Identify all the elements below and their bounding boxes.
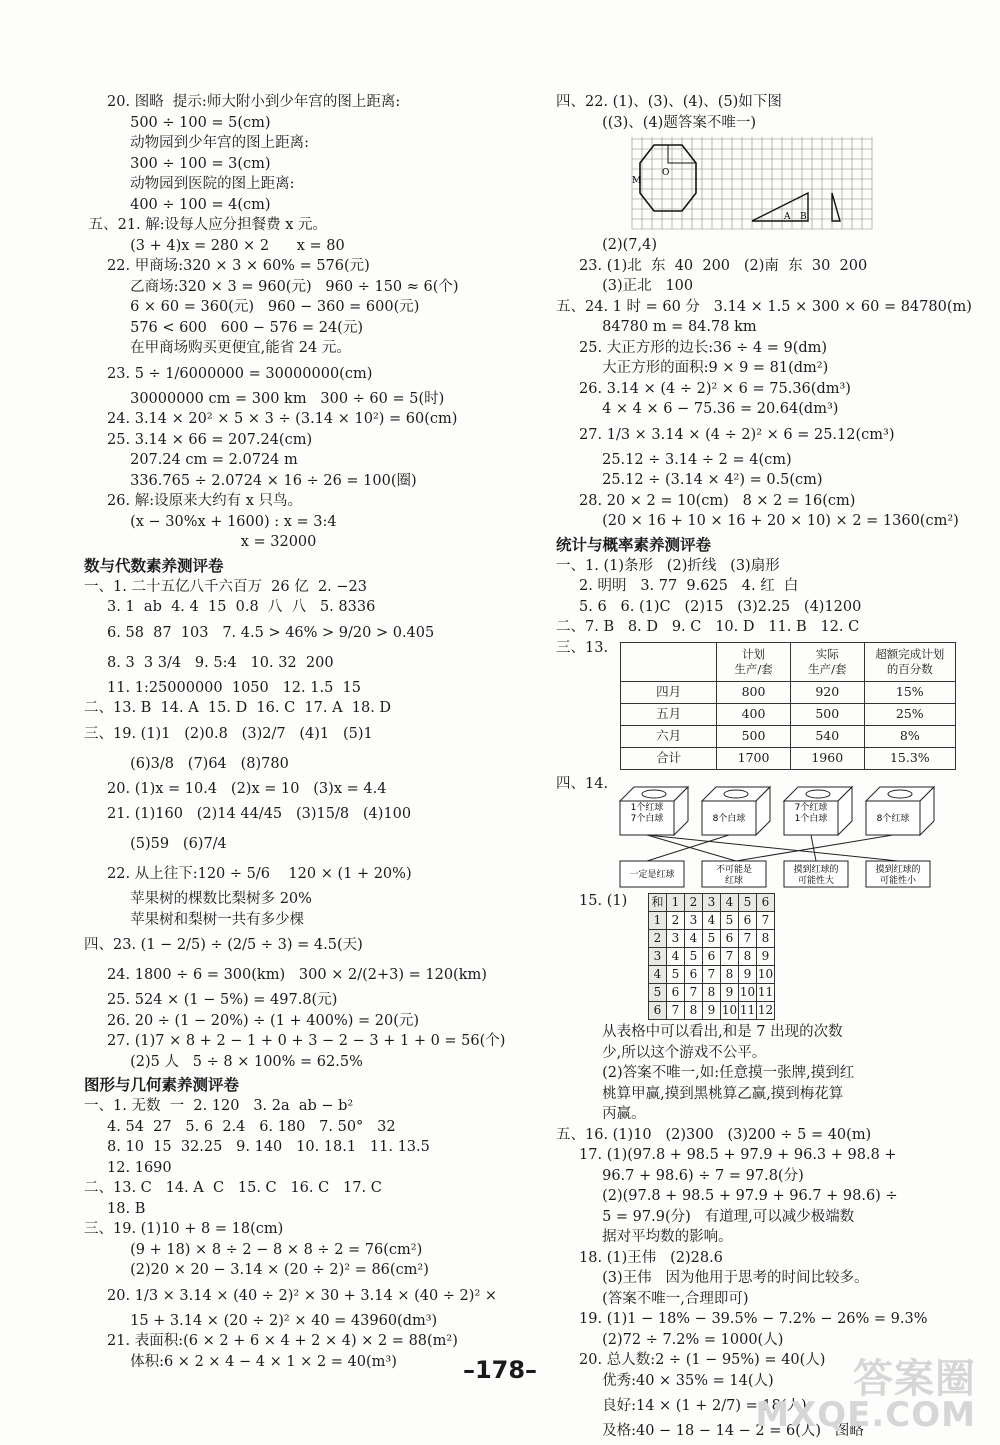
answer-line: 19. (1)1 − 18% − 39.5% − 7.2% − 26% = 9.3% xyxy=(556,1311,928,1327)
answer-line: 300 ÷ 100 = 3(cm) xyxy=(84,155,271,172)
outcome-label: 不可能是红球 xyxy=(715,864,753,886)
answer-line: 5 = 97.9(分) 有道理,可以减少极端数 xyxy=(556,1208,855,1225)
table-cell: 15.3% xyxy=(864,748,955,770)
table-cell: 3 xyxy=(685,912,703,930)
outcome-label: 摸到红球的可能性大 xyxy=(793,864,839,886)
table-cell: 1700 xyxy=(717,748,791,770)
table-header-cell: 3 xyxy=(703,894,721,912)
answer-line: 五、24. 1 时 = 60 分 3.14 × 1.5 × 300 × 60 = 84780(m) xyxy=(556,298,972,315)
table-header-cell: 实际 生产/套 xyxy=(790,643,864,682)
small-triangle-shape xyxy=(832,193,840,221)
grid-label-o: O xyxy=(662,168,670,178)
answer-line: 11. 1:25000000 1050 12. 1.5 15 xyxy=(84,679,361,696)
table-cell: 9 xyxy=(757,948,775,966)
table-cell: 1 xyxy=(649,912,667,930)
table-header-cell: 5 xyxy=(739,894,757,912)
left-block-b xyxy=(84,577,534,1073)
table-row xyxy=(649,912,775,930)
watermark-logo-text: 答案圈 xyxy=(853,1356,976,1402)
answer-line: (答案不唯一,合理即可) xyxy=(556,1290,749,1307)
table-cell: 5 xyxy=(721,912,739,930)
table-cell: 6 xyxy=(667,984,685,1002)
left-block-a xyxy=(84,92,534,553)
answer-line: (2)72 ÷ 7.2% = 1000(人) xyxy=(556,1331,784,1348)
answer-line: 6. 58 87 103 7. 4.5 > 46% > 9/20 > 0.405 xyxy=(84,624,435,641)
answer-line: 及格:40 − 18 − 14 − 2 = 6(人) 图略 xyxy=(556,1423,864,1439)
table-cell: 1960 xyxy=(790,748,864,770)
grid-label-a: A xyxy=(784,212,791,222)
table-cell: 3 xyxy=(649,948,667,966)
table-cell: 8 xyxy=(739,948,757,966)
watermark xyxy=(755,1356,976,1435)
table-header-cell: 4 xyxy=(721,894,739,912)
table-cell: 9 xyxy=(739,966,757,984)
table-row xyxy=(649,930,775,948)
table-cell: 7 xyxy=(667,1002,685,1020)
answer-line: 桃算甲赢,摸到黑桃算乙赢,摸到梅花算 xyxy=(556,1085,844,1102)
answer-line: 5. 6 6. (1)C (2)15 (3)2.25 (4)1200 xyxy=(556,598,862,615)
table-cell: 五月 xyxy=(621,704,717,726)
table-header-cell: 6 xyxy=(757,894,775,912)
table-cell: 8 xyxy=(721,966,739,984)
answer-line: 8. 3 3 3/4 9. 5:4 10. 32 200 xyxy=(84,654,334,671)
answer-line: 400 ÷ 100 = 4(cm) xyxy=(84,196,271,213)
answer-line: 三、13. xyxy=(556,639,609,656)
table-cell: 500 xyxy=(717,726,791,748)
answer-line: 二、7. B 8. D 9. C 10. D 11. B 12. C xyxy=(556,619,860,635)
table-cell: 9 xyxy=(703,1002,721,1020)
table-cell: 12 xyxy=(757,1002,775,1020)
answer-line: 苹果树的棵数比梨树多 20% xyxy=(84,891,312,907)
table-cell: 六月 xyxy=(621,726,717,748)
answer-line: (2)(7,4) xyxy=(556,237,658,253)
answer-line: 二、13. B 14. A 15. D 16. C 17. A 18. D xyxy=(84,700,392,716)
answer-line: 三、19. (1)10 + 8 = 18(cm) xyxy=(84,1221,284,1237)
answer-line: 20. 图略 提示:师大附小到少年宫的图上距离: xyxy=(84,94,401,110)
answer-line: (20 × 16 + 10 × 16 + 20 × 10) × 2 = 1360(cm²) xyxy=(556,513,959,529)
answer-line: 2. 明明 3. 77 9.625 4. 红 白 xyxy=(556,578,799,594)
answer-line: (3)王伟 因为他用于思考的时间比较多。 xyxy=(556,1270,869,1286)
answer-line: 4. 54 27 5. 6 2.4 6. 180 7. 50° 32 xyxy=(84,1118,396,1135)
answer-line: 25. 3.14 × 66 = 207.24(cm) xyxy=(84,431,313,448)
table-cell: 7 xyxy=(757,912,775,930)
table-cell: 400 xyxy=(717,704,791,726)
table-header-row xyxy=(621,643,956,682)
table-header-cell xyxy=(621,643,717,682)
answer-line: 四、23. (1 − 2/5) ÷ (2/5 ÷ 3) = 4.5(天) xyxy=(84,937,363,953)
answer-line: 二、13. C 14. A C 15. C 16. C 17. C xyxy=(84,1180,382,1196)
coordinate-grid-figure xyxy=(626,133,886,235)
section-title: 图形与几何素养测评卷 xyxy=(84,1076,240,1094)
table-cell: 8 xyxy=(757,930,775,948)
answer-line: 在甲商场购买更便宜,能省 24 元。 xyxy=(84,340,351,356)
table-cell: 25% xyxy=(864,704,955,726)
answer-line: 24. 1800 ÷ 6 = 300(km) 300 × 2/(2+3) = 120(km) xyxy=(84,967,487,983)
table-header-cell: 超额完成计划 的百分数 xyxy=(864,643,955,682)
answer-line: 3. 1 ab 4. 4 15 0.8 八 八 5. 8336 xyxy=(84,599,376,615)
answer-line: 20. (1)x = 10.4 (2)x = 10 (3)x = 4.4 xyxy=(84,780,387,797)
table-cell: 4 xyxy=(667,948,685,966)
right-column xyxy=(556,92,972,1442)
answer-line: 优秀:40 × 35% = 14(人) xyxy=(556,1372,774,1389)
answer-line: 三、19. (1)1 (2)0.8 (3)2/7 (4)1 (5)1 xyxy=(84,725,373,742)
table-cell: 8 xyxy=(685,1002,703,1020)
table-cell: 7 xyxy=(739,930,757,948)
grid-label-m: M xyxy=(632,176,642,186)
outcome-label: 一定是红球 xyxy=(629,869,675,880)
answer-line: 12. 1690 xyxy=(84,1159,172,1176)
table-cell: 6 xyxy=(703,948,721,966)
table-cell: 11 xyxy=(739,1002,757,1020)
table-row xyxy=(649,966,775,984)
table-cell: 8% xyxy=(864,726,955,748)
table-row xyxy=(621,682,956,704)
answer-line: 22. 甲商场:320 × 3 × 60% = 576(元) xyxy=(84,258,370,274)
answer-line: 少,所以这个游戏不公平。 xyxy=(556,1044,767,1061)
answer-line: 15 + 3.14 × (20 ÷ 2)² × 40 = 43960(dm³) xyxy=(84,1312,438,1329)
answer-line: 26. 解:设原来大约有 x 只鸟。 xyxy=(84,493,302,509)
answer-line: 336.765 ÷ 2.0724 × 16 ÷ 26 = 100(圈) xyxy=(84,472,417,489)
answer-line: 27. (1)7 × 8 + 2 − 1 + 0 + 3 − 2 − 3 + 1 + 0 = 56(个) xyxy=(84,1033,506,1049)
answer-line: 207.24 cm = 2.0724 m xyxy=(84,452,298,468)
table-cell: 2 xyxy=(667,912,685,930)
answer-line: (3)正北 100 xyxy=(556,278,694,294)
table-cell: 500 xyxy=(790,704,864,726)
table-header-cell: 1 xyxy=(667,894,685,912)
answer-line: 四、22. (1)、(3)、(4)、(5)如下图 xyxy=(556,94,782,110)
answer-line: 据对平均数的影响。 xyxy=(556,1229,733,1245)
table-cell: 5 xyxy=(649,984,667,1002)
box-label: 7个红球 1个白球 xyxy=(794,802,828,824)
answer-line: (2)20 × 20 − 3.14 × (20 ÷ 2)² = 86(cm²) xyxy=(84,1262,429,1278)
table-header-cell: 计划 生产/套 xyxy=(717,643,791,682)
outcome-label: 摸到红球的可能性小 xyxy=(875,864,921,886)
table-cell: 7 xyxy=(685,984,703,1002)
answer-line: 500 ÷ 100 = 5(cm) xyxy=(84,114,271,131)
page-number: –178– xyxy=(462,1356,538,1384)
answer-line: 8. 10 15 32.25 9. 140 10. 18.1 11. 13.5 xyxy=(84,1139,430,1155)
answer-line: 18. B xyxy=(84,1200,146,1217)
table-cell: 10 xyxy=(739,984,757,1002)
table-cell: 2 xyxy=(649,930,667,948)
box-label: 8个红球 xyxy=(876,813,910,824)
answer-line: 22. 从上往下:120 ÷ 5/6 120 × (1 + 20%) xyxy=(84,866,412,882)
table-cell: 15% xyxy=(864,682,955,704)
answer-line: (9 + 18) × 8 ÷ 2 − 8 × 8 ÷ 2 = 76(cm²) xyxy=(84,1241,423,1258)
table-cell: 9 xyxy=(721,984,739,1002)
answer-line: 25.12 ÷ 3.14 ÷ 2 = 4(cm) xyxy=(556,451,792,468)
answer-line: 体积:6 × 2 × 4 − 4 × 1 × 2 = 40(m³) xyxy=(84,1353,397,1370)
table-cell: 11 xyxy=(757,984,775,1002)
answer-line: 动物园到医院的图上距离: xyxy=(84,176,295,192)
table-cell: 800 xyxy=(717,682,791,704)
answer-line: 从表格中可以看出,和是 7 出现的次数 xyxy=(556,1024,843,1040)
section-title: 统计与概率素养测评卷 xyxy=(556,535,712,554)
answer-line: 26. 20 ÷ (1 − 20%) ÷ (1 + 400%) = 20(元) xyxy=(84,1012,420,1029)
answer-line: 四、14. xyxy=(556,776,609,792)
answer-line: (2)5 人 5 ÷ 8 × 100% = 62.5% xyxy=(84,1053,363,1070)
answer-line: 25. 524 × (1 − 5%) = 497.8(元) xyxy=(84,992,338,1008)
table-cell: 5 xyxy=(685,948,703,966)
table-cell: 4 xyxy=(685,930,703,948)
table-cell: 8 xyxy=(703,984,721,1002)
answer-line: 一、1. (1)条形 (2)折线 (3)扇形 xyxy=(556,557,780,574)
answer-line: 大正方形的面积:9 × 9 = 81(dm²) xyxy=(556,360,829,376)
answer-line: 21. 表面积:(6 × 2 + 6 × 4 + 2 × 4) × 2 = 88(m²) xyxy=(84,1333,458,1349)
answer-line: 五、21. 解:设每人应分担餐费 x 元。 xyxy=(84,217,328,233)
answer-line: (2)(97.8 + 98.5 + 97.9 + 96.7 + 98.6) ÷ xyxy=(556,1188,898,1204)
answer-line: 96.7 + 98.6) ÷ 7 = 97.8(分) xyxy=(556,1167,804,1184)
left-column xyxy=(84,92,534,1372)
answer-line: (2)答案不唯一,如:任意摸一张牌,摸到红 xyxy=(556,1065,855,1081)
table-cell: 5 xyxy=(667,966,685,984)
table-cell: 四月 xyxy=(621,682,717,704)
table-corner-cell: 和 xyxy=(649,894,667,912)
answer-line: 乙商场:320 × 3 = 960(元) 960 ÷ 150 ≈ 6(个) xyxy=(84,278,459,295)
answer-line: 15. (1) xyxy=(556,892,628,909)
table-row xyxy=(621,726,956,748)
answer-line: (x − 30%x + 1600) : x = 3:4 xyxy=(84,513,337,530)
box-4 xyxy=(866,787,934,835)
grid-svg xyxy=(626,133,886,235)
table-row xyxy=(621,748,956,770)
answer-line: 25. 大正方形的边长:36 ÷ 4 = 9(dm) xyxy=(556,339,828,356)
answer-line: (5)59 (6)7/4 xyxy=(84,836,227,852)
dice-sum-table xyxy=(648,893,775,1020)
table-row xyxy=(649,984,775,1002)
left-block-c xyxy=(84,1096,534,1372)
answer-line: 良好:14 × (1 + 2/7) = 18(人) xyxy=(556,1398,807,1414)
table-cell: 10 xyxy=(721,1002,739,1020)
answer-line: ((3)、(4)题答案不唯一) xyxy=(556,114,756,131)
table-cell: 7 xyxy=(703,966,721,984)
table-row xyxy=(649,948,775,966)
table-cell: 6 xyxy=(739,912,757,930)
section-title: 数与代数素养测评卷 xyxy=(84,556,224,575)
table-row xyxy=(621,704,956,726)
table-cell: 5 xyxy=(703,930,721,948)
answer-line: 五、16. (1)10 (2)300 (3)200 ÷ 5 = 40(m) xyxy=(556,1126,872,1143)
table-cell: 540 xyxy=(790,726,864,748)
answer-line: 丙赢。 xyxy=(556,1106,646,1122)
answer-line: 25.12 ÷ (3.14 × 4²) = 0.5(cm) xyxy=(556,472,823,488)
box-label: 8个白球 xyxy=(712,813,746,824)
answer-line: x = 32000 xyxy=(84,534,317,550)
answer-line: 27. 1/3 × 3.14 × (4 ÷ 2)² × 6 = 25.12(cm³) xyxy=(556,426,895,443)
answer-line: 23. 5 ÷ 1/6000000 = 30000000(cm) xyxy=(84,365,373,382)
answer-line: 26. 3.14 × (4 ÷ 2)² × 6 = 75.36(dm³) xyxy=(556,380,851,397)
production-table xyxy=(620,642,956,770)
table-cell: 7 xyxy=(721,948,739,966)
table-row xyxy=(649,1002,775,1020)
answer-line: 20. 1/3 × 3.14 × (40 ÷ 2)² × 30 + 3.14 × (40 ÷ 2)² × xyxy=(84,1287,498,1304)
answer-line: 30000000 cm = 300 km 300 ÷ 60 = 5(时) xyxy=(84,390,445,407)
answer-line: 84780 m = 84.78 km xyxy=(556,319,757,335)
table-cell: 6 xyxy=(685,966,703,984)
table-header-row xyxy=(649,894,775,912)
answer-line: 一、1. 二十五亿八千六百万 26 亿 2. −23 xyxy=(84,578,367,595)
table-cell: 6 xyxy=(721,930,739,948)
table-cell: 10 xyxy=(757,966,775,984)
table-cell: 4 xyxy=(649,966,667,984)
ball-boxes-figure xyxy=(616,781,946,891)
answer-line: 21. (1)160 (2)14 44/45 (3)15/8 (4)100 xyxy=(84,806,412,822)
table-cell: 4 xyxy=(703,912,721,930)
answer-line: (3 + 4)x = 280 × 2 x = 80 xyxy=(84,237,345,254)
table-cell: 合计 xyxy=(621,748,717,770)
answer-line: 24. 3.14 × 20² × 5 × 3 ÷ (3.14 × 10²) = 60(cm) xyxy=(84,411,458,427)
table-cell: 6 xyxy=(649,1002,667,1020)
answer-line: 动物园到少年宫的图上距离: xyxy=(84,135,309,151)
answer-line: 苹果树和梨树一共有多少棵 xyxy=(84,911,305,928)
answer-line: 20. 总人数:2 ÷ (1 − 95%) = 40(人) xyxy=(556,1352,826,1368)
answer-line: 一、1. 无数 一 2. 120 3. 2a ab − b² xyxy=(84,1098,354,1114)
answer-line: 17. (1)(97.8 + 98.5 + 97.9 + 96.3 + 98.8 + xyxy=(556,1147,897,1163)
table-header-cell: 2 xyxy=(685,894,703,912)
answer-line: 6 × 60 = 360(元) 960 − 360 = 600(元) xyxy=(84,299,420,315)
boxes-svg xyxy=(616,781,946,891)
grid-label-b: B xyxy=(800,212,807,222)
answer-line: 23. (1)北 东 40 200 (2)南 东 30 200 xyxy=(556,257,868,274)
box-label: 1个红球 7个白球 xyxy=(630,802,664,824)
answer-line: 18. (1)王伟 (2)28.6 xyxy=(556,1249,723,1266)
answer-line: 28. 20 × 2 = 10(cm) 8 × 2 = 16(cm) xyxy=(556,492,856,509)
answer-line: (6)3/8 (7)64 (8)780 xyxy=(84,755,289,772)
table-cell: 920 xyxy=(790,682,864,704)
answer-line: 4 × 4 × 6 − 75.36 = 20.64(dm³) xyxy=(556,401,839,417)
box-2 xyxy=(702,787,770,835)
answer-line: 576 < 600 600 − 576 = 24(元) xyxy=(84,319,363,336)
table-cell: 3 xyxy=(667,930,685,948)
watermark-url: MXQE.COM xyxy=(755,1395,976,1435)
